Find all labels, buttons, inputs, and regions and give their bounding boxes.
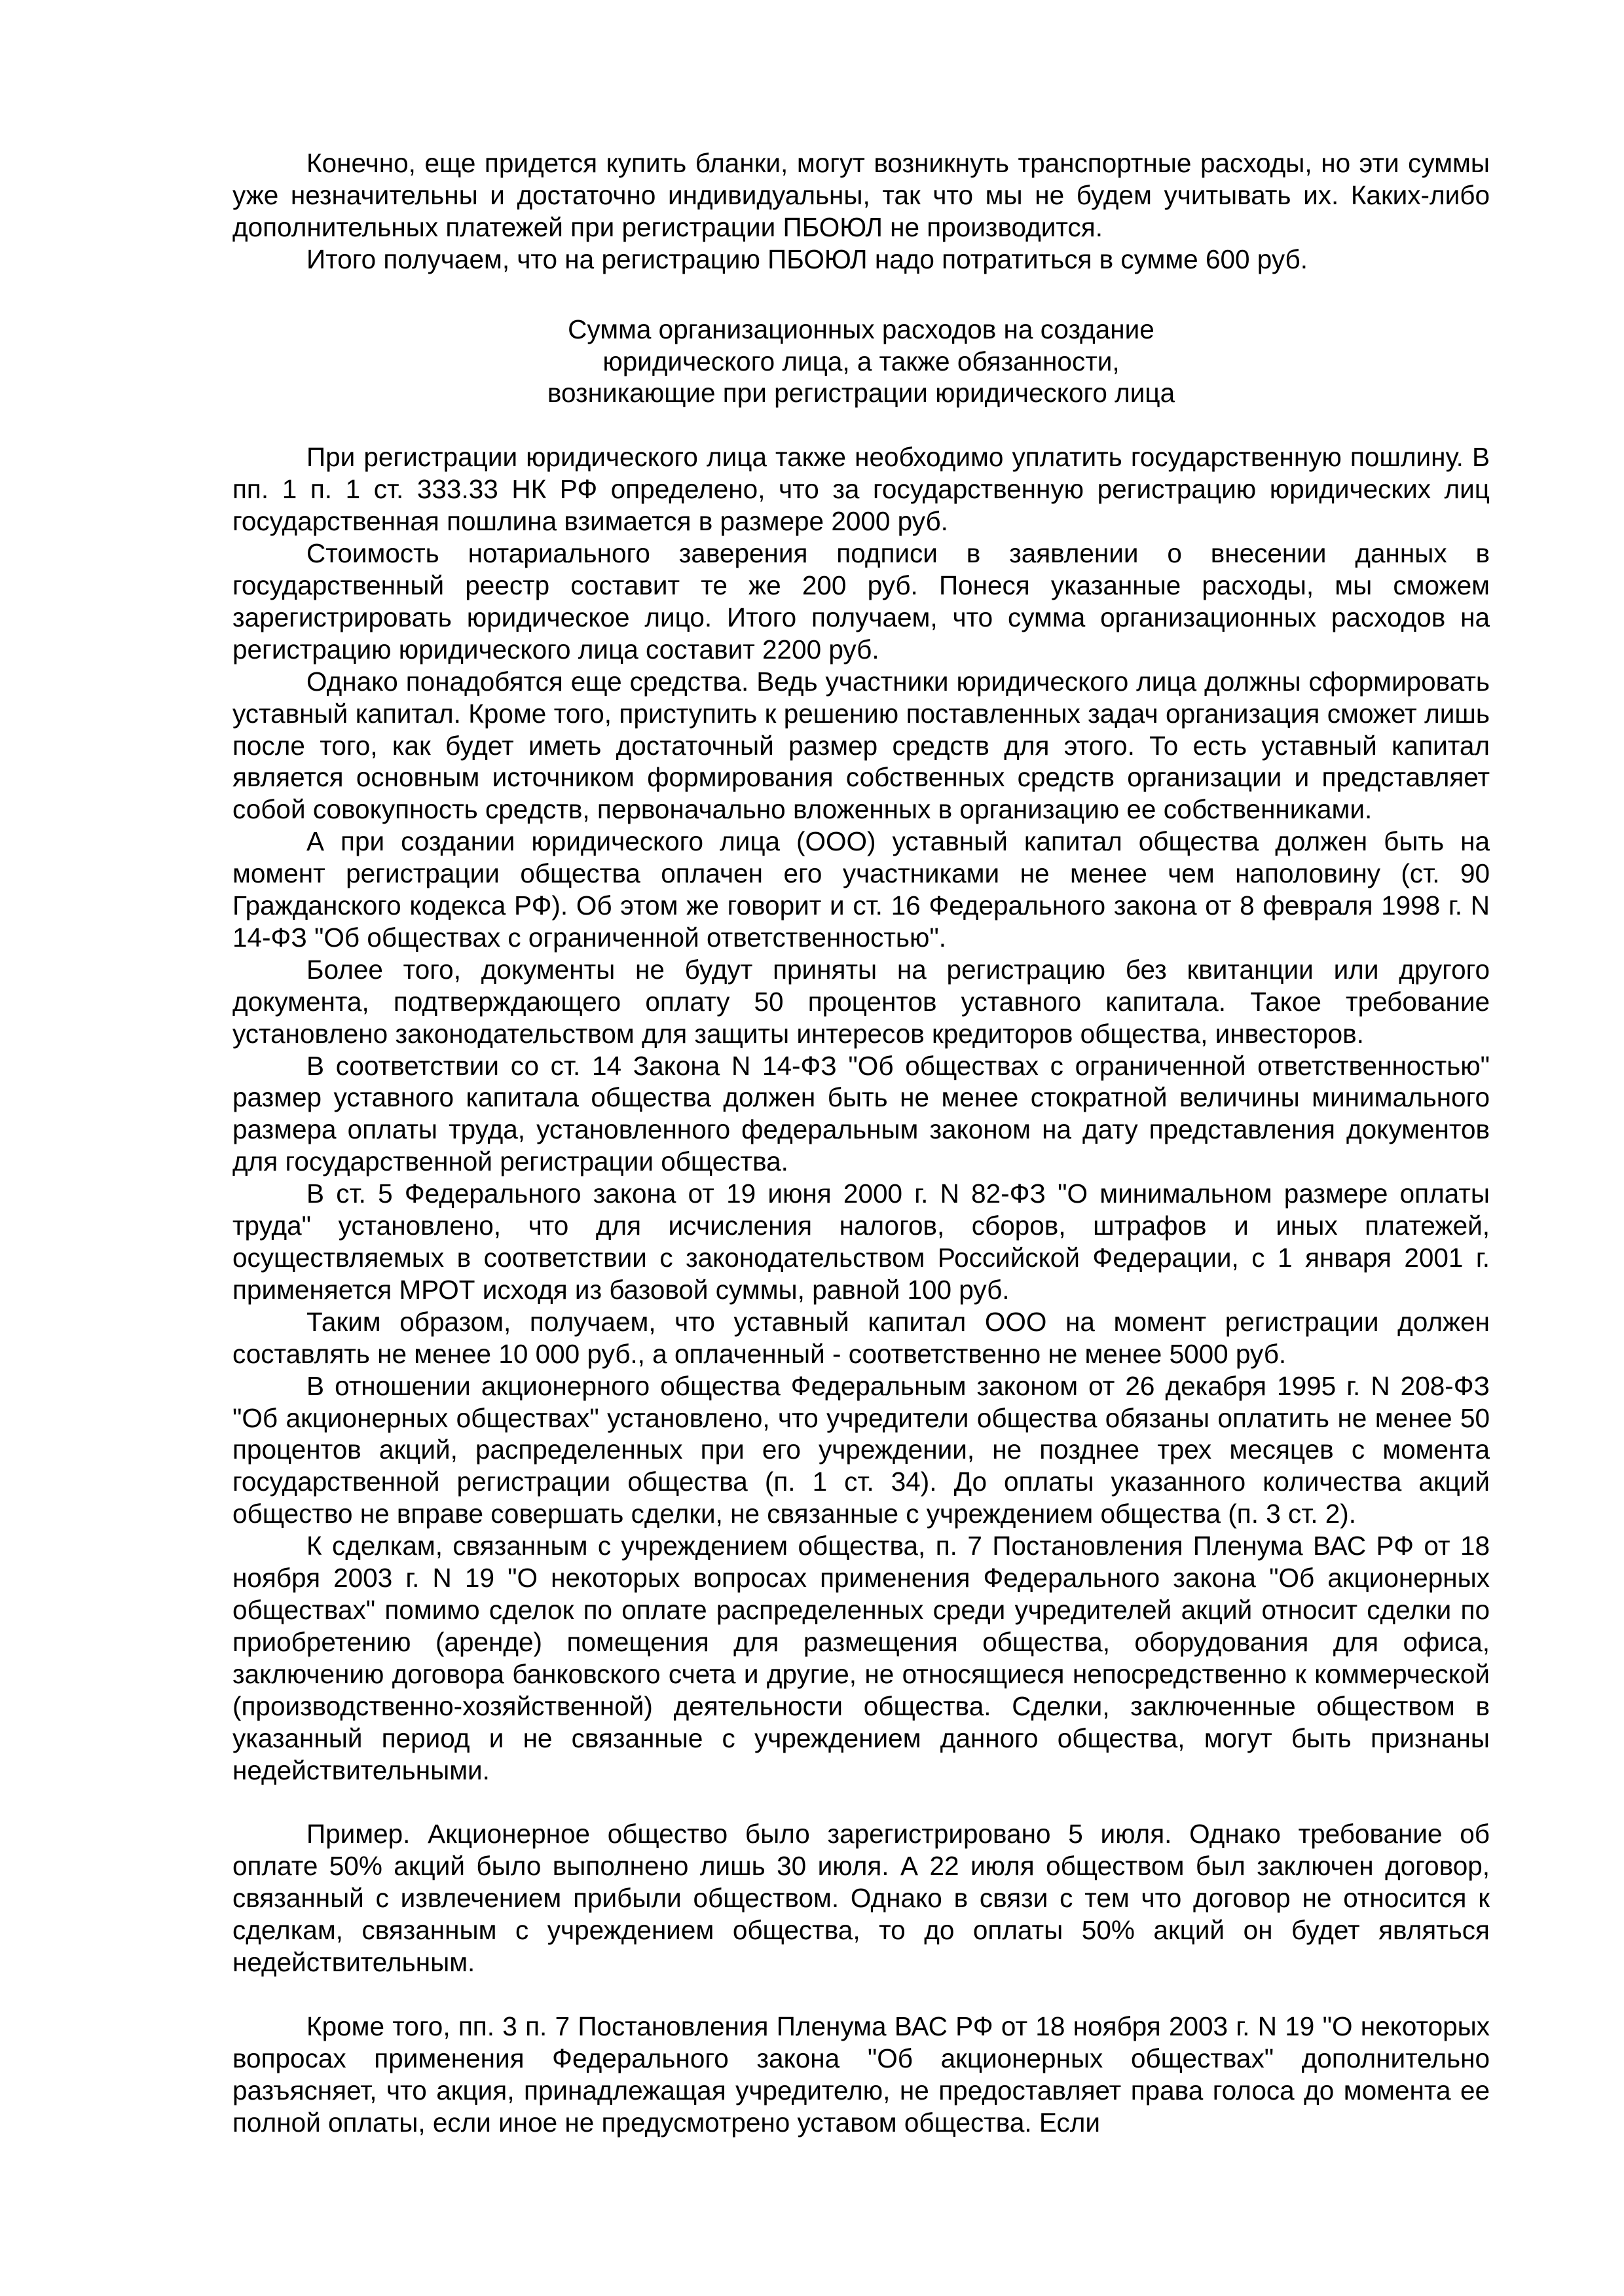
body-paragraph-6: В соответствии со ст. 14 Закона N 14-ФЗ "Об обществах с ограниченной ответственностью" размер уставного капитала общества должен быть не менее стократной величины минимального размера оплаты труда, установленного федеральным законом на дату представления документов для государственной регистрации общества.	[232, 1050, 1490, 1177]
body-paragraph-1: При регистрации юридического лица также необходимо уплатить государственную пошлину. В пп. 1 п. 1 ст. 333.33 НК РФ определено, что за государственную регистрацию юридических лиц государственная пошлина взимается в размере 2000 руб.	[232, 442, 1490, 537]
body-paragraph-4: А при создании юридического лица (ООО) уставный капитал общества должен быть на момент регистрации общества оплачен его участниками не менее чем наполовину (ст. 90 Гражданского кодекса РФ). Об этом же говорит и ст. 16 Федерального закона от 8 февраля 1998 г. N 14-ФЗ "Об обществах с ограниченной ответственностью".	[232, 826, 1490, 953]
body-paragraph-2: Стоимость нотариального заверения подписи в заявлении о внесении данных в государственный реестр составит те же 200 руб. Понеся указанные расходы, мы сможем зарегистрировать юридическое лицо. Итого получаем, что сумма организационных расходов на регистрацию юридического лица составит 2200 руб.	[232, 538, 1490, 665]
document-page	[232, 147, 1490, 2139]
body-paragraph-7: В ст. 5 Федерального закона от 19 июня 2000 г. N 82-ФЗ "О минимальном размере оплаты труда" установлено, что для исчисления налогов, сборов, штрафов и иных платежей, осуществляемых в соответствии с законодательством Российской Федерации, с 1 января 2001 г. применяется МРОТ исходя из базовой суммы, равной 100 руб.	[232, 1178, 1490, 1305]
section-title-line-2: юридического лица, а также обязанности,	[602, 346, 1120, 376]
body-paragraph-8: Таким образом, получаем, что уставный капитал ООО на момент регистрации должен составлять не менее 10 000 руб., а оплаченный - соответственно не менее 5000 руб.	[232, 1306, 1490, 1369]
section-title	[232, 314, 1490, 410]
body-paragraph-10: К сделкам, связанным с учреждением общества, п. 7 Постановления Пленума ВАС РФ от 18 ноября 2003 г. N 19 "О некоторых вопросах применения Федерального закона "Об акционерных обществах" помимо сделок по оплате распределенных среди учредителей акций относит сделки по приобретению (аренде) помещения для размещения общества, оборудования для офиса, заключению договора банковского счета и другие, не относящиеся непосредственно к коммерческой (производственно-хозяйственной) деятельности общества. Сделки, заключенные обществом в указанный период и не связанные с учреждением данного общества, могут быть признаны недействительными.	[232, 1531, 1490, 1785]
section-title-line-3: возникающие при регистрации юридического лица	[547, 378, 1175, 409]
final-paragraph: Кроме того, пп. 3 п. 7 Постановления Пленума ВАС РФ от 18 ноября 2003 г. N 19 "О некоторых вопросах применения Федерального закона "Об акционерных обществах" дополнительно разъясняет, что акция, принадлежащая учредителю, не предоставляет права голоса до момента ее полной оплаты, если иное не предусмотрено уставом общества. Если	[232, 2011, 1490, 2138]
intro-paragraph-1: Конечно, еще придется купить бланки, могут возникнуть транспортные расходы, но эти суммы уже незначительны и достаточно индивидуальны, так что мы не будем учитывать их. Каких-либо дополнительных платежей при регистрации ПБОЮЛ не производится.	[232, 148, 1490, 242]
body-paragraph-3: Однако понадобятся еще средства. Ведь участники юридического лица должны сформировать уставный капитал. Кроме того, приступить к решению поставленных задач организация сможет лишь после того, как будет иметь достаточный размер средств для этого. То есть уставный капитал является основным источником формирования собственных средств организации и представляет собой совокупность средств, первоначально вложенных в организацию ее собственниками.	[232, 666, 1490, 825]
intro-paragraph-2: Итого получаем, что на регистрацию ПБОЮЛ надо потратиться в сумме 600 руб.	[306, 244, 1308, 274]
body-paragraph-9: В отношении акционерного общества Федеральным законом от 26 декабря 1995 г. N 208-ФЗ "Об акционерных обществах" установлено, что учредители общества обязаны оплатить не менее 50 процентов акций, распределенных при его учреждении, не позднее трех месяцев с момента государственной регистрации общества (п. 1 ст. 34). До оплаты указанного количества акций общество не вправе совершать сделки, не связанные с учреждением общества (п. 3 ст. 2).	[232, 1370, 1490, 1529]
body-paragraph-5: Более того, документы не будут приняты на регистрацию без квитанции или другого документа, подтверждающего оплату 50 процентов уставного капитала. Такое требование установлено законодательством для защиты интересов кредиторов общества, инвесторов.	[232, 954, 1490, 1049]
section-title-line-1: Сумма организационных расходов на создание	[568, 314, 1154, 344]
example-paragraph: Пример. Акционерное общество было зарегистрировано 5 июля. Однако требование об оплате 50% акций было выполнено лишь 30 июля. А 22 июля обществом был заключен договор, связанный с извлечением прибыли обществом. Однако в связи с тем что договор не относится к сделкам, связанным с учреждением общества, то до оплаты 50% акций он будет являться недействительным.	[232, 1819, 1490, 1978]
